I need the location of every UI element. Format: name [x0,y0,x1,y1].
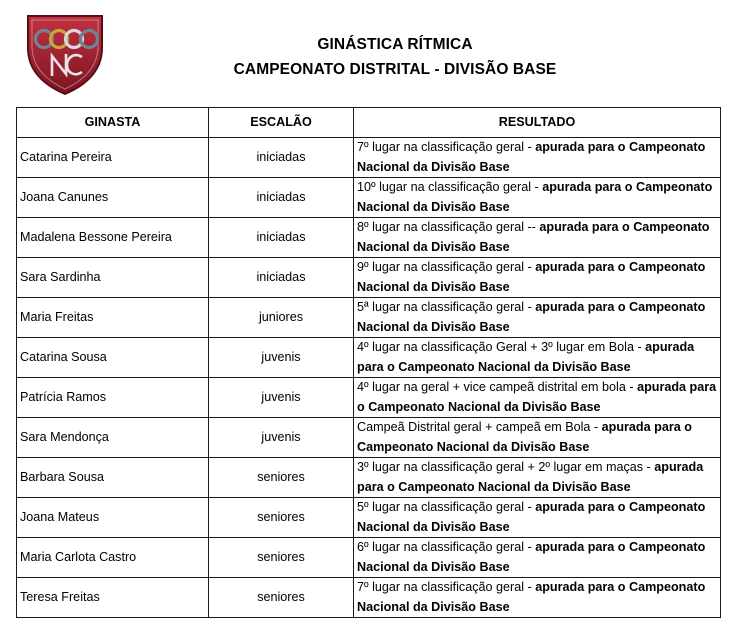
gymnast-name-cell: Maria Freitas [17,298,209,338]
result-text: Campeã Distrital geral + campeã em Bola - [357,420,602,434]
result-text: 7º lugar na classificação geral - [357,580,536,594]
table-row [17,538,721,578]
gymnast-name-cell: Joana Mateus [17,498,209,538]
result-text: 8º lugar na classificação geral -- [357,220,540,234]
club-crest-icon [22,12,108,96]
results-table [16,107,721,618]
result-cell [354,338,721,378]
result-text: 5º lugar na classificação geral - [357,500,536,514]
qualification-text: apurada para o Campeonato Nacional da Divisão Base [357,260,706,294]
gymnast-name-cell: Joana Canunes [17,178,209,218]
qualification-text: apurada para o Campeonato Nacional da Divisão Base [357,380,717,414]
qualification-text: apurada para o Campeonato Nacional da Divisão Base [357,580,706,614]
table-row [17,498,721,538]
level-cell: iniciadas [209,178,354,218]
qualification-text: apurada para o Campeonato Nacional da Divisão Base [357,220,710,254]
qualification-text: apurada para o Campeonato Nacional da Divisão Base [357,460,704,494]
result-text: 9º lugar na classificação geral - [357,260,536,274]
table-row [17,458,721,498]
level-cell: juvenis [209,378,354,418]
table-row [17,298,721,338]
level-cell: seniores [209,538,354,578]
level-cell: seniores [209,578,354,618]
gymnast-name-cell: Sara Mendonça [17,418,209,458]
table-row [17,178,721,218]
result-cell [354,578,721,618]
qualification-text: apurada para o Campeonato Nacional da Divisão Base [357,500,706,534]
qualification-text: apurada para o Campeonato Nacional da Divisão Base [357,180,713,214]
table-row [17,258,721,298]
gymnast-name-cell: Catarina Sousa [17,338,209,378]
table-header-row [17,108,721,138]
column-header-result: RESULTADO [354,108,721,138]
club-logo [22,12,108,96]
level-cell: iniciadas [209,218,354,258]
result-cell [354,538,721,578]
level-cell: juvenis [209,418,354,458]
result-cell [354,178,721,218]
page-title: GINÁSTICA RÍTMICA [317,36,473,53]
table-row [17,378,721,418]
level-cell: juniores [209,298,354,338]
result-cell [354,218,721,258]
result-text: 4º lugar na geral + vice campeã distrital em bola - [357,380,638,394]
qualification-text: apurada para o Campeonato Nacional da Divisão Base [357,420,692,454]
result-text: 3º lugar na classificação geral + 2º lugar em maças - [357,460,655,474]
gymnast-name-cell: Maria Carlota Castro [17,538,209,578]
table-body [17,138,721,618]
table-row [17,418,721,458]
level-cell: juvenis [209,338,354,378]
level-cell: seniores [209,458,354,498]
qualification-text: apurada para o Campeonato Nacional da Divisão Base [357,140,706,174]
table-row [17,578,721,618]
gymnast-name-cell: Madalena Bessone Pereira [17,218,209,258]
level-cell: iniciadas [209,138,354,178]
column-header-level: ESCALÃO [209,108,354,138]
table-row [17,338,721,378]
result-cell [354,138,721,178]
result-text: 4º lugar na classificação Geral + 3º lugar em Bola - [357,340,646,354]
result-cell [354,498,721,538]
page-subtitle: CAMPEONATO DISTRITAL - DIVISÃO BASE [233,61,557,78]
result-cell [354,458,721,498]
gymnast-name-cell: Sara Sardinha [17,258,209,298]
level-cell: iniciadas [209,258,354,298]
result-cell [354,258,721,298]
result-text: 10º lugar na classificação geral - [357,180,543,194]
qualification-text: apurada para o Campeonato Nacional da Divisão Base [357,540,706,574]
qualification-text: apurada para o Campeonato Nacional da Divisão Base [357,340,695,374]
result-cell [354,378,721,418]
result-cell [354,418,721,458]
result-cell [354,298,721,338]
qualification-text: apurada para o Campeonato Nacional da Divisão Base [357,300,706,334]
table-row [17,138,721,178]
gymnast-name-cell: Catarina Pereira [17,138,209,178]
result-text: 6º lugar na classificação geral - [357,540,536,554]
table-row [17,218,721,258]
level-cell: seniores [209,498,354,538]
gymnast-name-cell: Patrícia Ramos [17,378,209,418]
gymnast-name-cell: Barbara Sousa [17,458,209,498]
gymnast-name-cell: Teresa Freitas [17,578,209,618]
result-text: 7º lugar na classificação geral - [357,140,536,154]
result-text: 5ª lugar na classificação geral - [357,300,536,314]
column-header-gymnast: GINASTA [17,108,209,138]
